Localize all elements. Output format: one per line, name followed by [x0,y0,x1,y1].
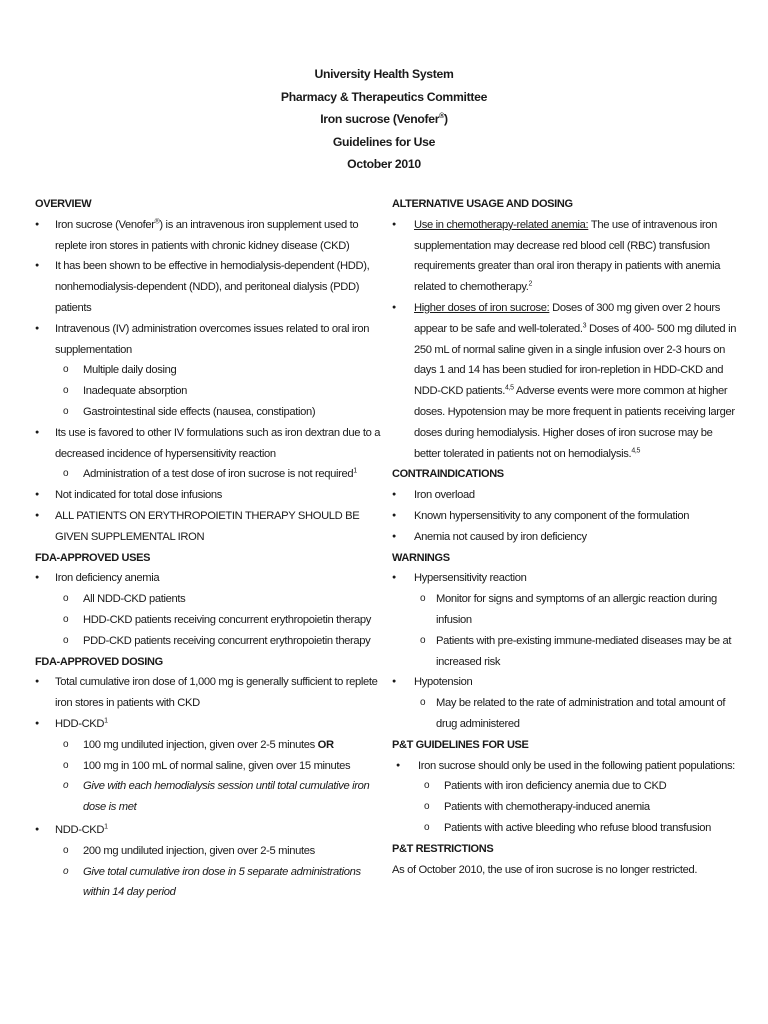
sub-list-item: o Give total cumulative iron dose in 5 separate administrations within 14 day period [35,862,385,904]
list-item: ● Known hypersensitivity to any component of the formulation [392,506,737,527]
pt-guidelines-list [392,756,737,839]
sub-list-item: o Patients with active bleeding who refuse blood transfusion [392,818,737,839]
contraindications-list [392,485,737,547]
sub-list-item: o Gastrointestinal side effects (nausea, constipation) [35,402,385,423]
document-header [0,63,768,176]
fda-uses-list [35,568,385,651]
section-title-overview: OVERVIEW [35,198,92,210]
section-title-pt-guidelines: P&T GUIDELINES FOR USE [392,738,529,751]
list-item: ● Anemia not caused by iron deficiency [392,527,737,548]
sub-list-item: o Monitor for signs and symptoms of an allergic reaction during infusion [392,589,737,631]
sub-list-item: o 100 mg in 100 mL of normal saline, given over 15 minutes [35,756,385,777]
sub-list-item: o Patients with pre-existing immune-mediated diseases may be at increased risk [392,631,737,673]
sub-list-item: o PDD-CKD patients receiving concurrent erythropoietin therapy [35,631,385,652]
fda-dosing-list [35,672,385,903]
sub-list-item: o Give with each hemodialysis session until total cumulative iron dose is met [35,776,385,818]
list-item: ● HDD-CKD$^1$ [35,714,385,735]
list-item: ● Iron sucrose (Venofer®) is an intravenous iron supplement used to replete iron stores in patients with chronic kidney disease (CKD) [35,215,385,257]
sub-list-item: o HDD-CKD patients receiving concurrent erythropoietin therapy [35,610,385,631]
right-column [392,194,737,880]
warnings-list [392,568,737,734]
list-item: ● ALL PATIENTS ON ERYTHROPOIETIN THERAPY SHOULD BE GIVEN SUPPLEMENTAL IRON [35,506,385,548]
header-org: University Health System [314,67,454,81]
header-drug: Iron sucrose (Venofer®) [320,112,448,126]
sub-list-item: o All NDD-CKD patients [35,589,385,610]
list-item: ● Higher doses of iron sucrose: Doses of 300 mg given over 2 hours appear to be safe and well-tolerated.$^3$ Doses of 400- 500 mg diluted in 250 mL of normal saline given in a single infusion over 2-3 hours on days 1 and 14 has been studied for iron-repletion in HDD-CKD and NDD-CKD patients.$^{4,5}$ Adverse events were more common at higher doses. Hypotension may be more frequent in patients receiving larger doses during hemodialysis. Higher doses of iron sucrose may be better tolerated in patients not on hemodialysis.$^{4,5}$ [392,298,737,464]
alternative-usage-list [392,215,737,465]
section-title-contraindications: CONTRAINDICATIONS [392,468,504,481]
sub-list-item: o Patients with chemotherapy-induced anemia [392,797,737,818]
list-item: ● Total cumulative iron dose of 1,000 mg is generally sufficient to replete iron stores in patients with CKD [35,672,385,714]
list-item: ● Iron sucrose should only be used in the following patient populations: [392,756,737,777]
section-title-fda-dosing: FDA-APPROVED DOSING [35,655,163,668]
header-committee: Pharmacy & Therapeutics Committee [280,89,488,104]
sub-list-item: o Administration of a test dose of iron sucrose is not required$^1$ [35,464,385,485]
list-item: ● Iron deficiency anemia [35,568,385,589]
section-title-fda-uses: FDA-APPROVED USES [35,551,151,564]
list-item: ● Not indicated for total dose infusions [35,485,385,506]
section-title-warnings: WARNINGS [392,551,450,564]
header-date: October 2010 [347,157,421,171]
list-item: ● It has been shown to be effective in hemodialysis-dependent (HDD), nonhemodialysis-dependent (NDD), and peritoneal dialysis (PDD) patients [35,256,385,318]
section-title-pt-restrictions: P&T RESTRICTIONS [392,842,494,855]
section-title-alternative-usage: ALTERNATIVE USAGE AND DOSING [392,198,573,210]
list-item: ● Hypotension [392,672,737,693]
list-item: ● Iron overload [392,485,737,506]
list-item: ● Hypersensitivity reaction [392,568,737,589]
header-doc-type: Guidelines for Use [332,134,436,149]
list-item: ● NDD-CKD$^1$ [35,820,385,841]
pt-restrictions-text: As of October 2010, the use of iron sucrose is no longer restricted. [392,863,698,876]
overview-list [35,215,385,548]
list-item: ● Its use is favored to other IV formulations such as iron dextran due to a decreased incidence of hypersensitivity reaction [35,423,385,465]
sub-list-item: o 200 mg undiluted injection, given over 2-5 minutes [35,841,385,862]
list-item: ● Intravenous (IV) administration overcomes issues related to oral iron supplementation [35,319,385,361]
sub-list-item: o May be related to the rate of administration and total amount of drug administered [392,693,737,735]
list-item: ● Use in chemotherapy-related anemia: The use of intravenous iron supplementation may decrease red blood cell (RBC) transfusion requirements greater than oral iron therapy in patients with anemia related to chemotherapy.$^2$ [392,215,737,298]
sub-list-item: o 100 mg undiluted injection, given over 2-5 minutes OR [35,735,385,756]
sub-list-item: o Inadequate absorption [35,381,385,402]
sub-list-item: o Patients with iron deficiency anemia due to CKD [392,776,737,797]
sub-list-item: o Multiple daily dosing [35,360,385,381]
left-column [35,194,385,903]
